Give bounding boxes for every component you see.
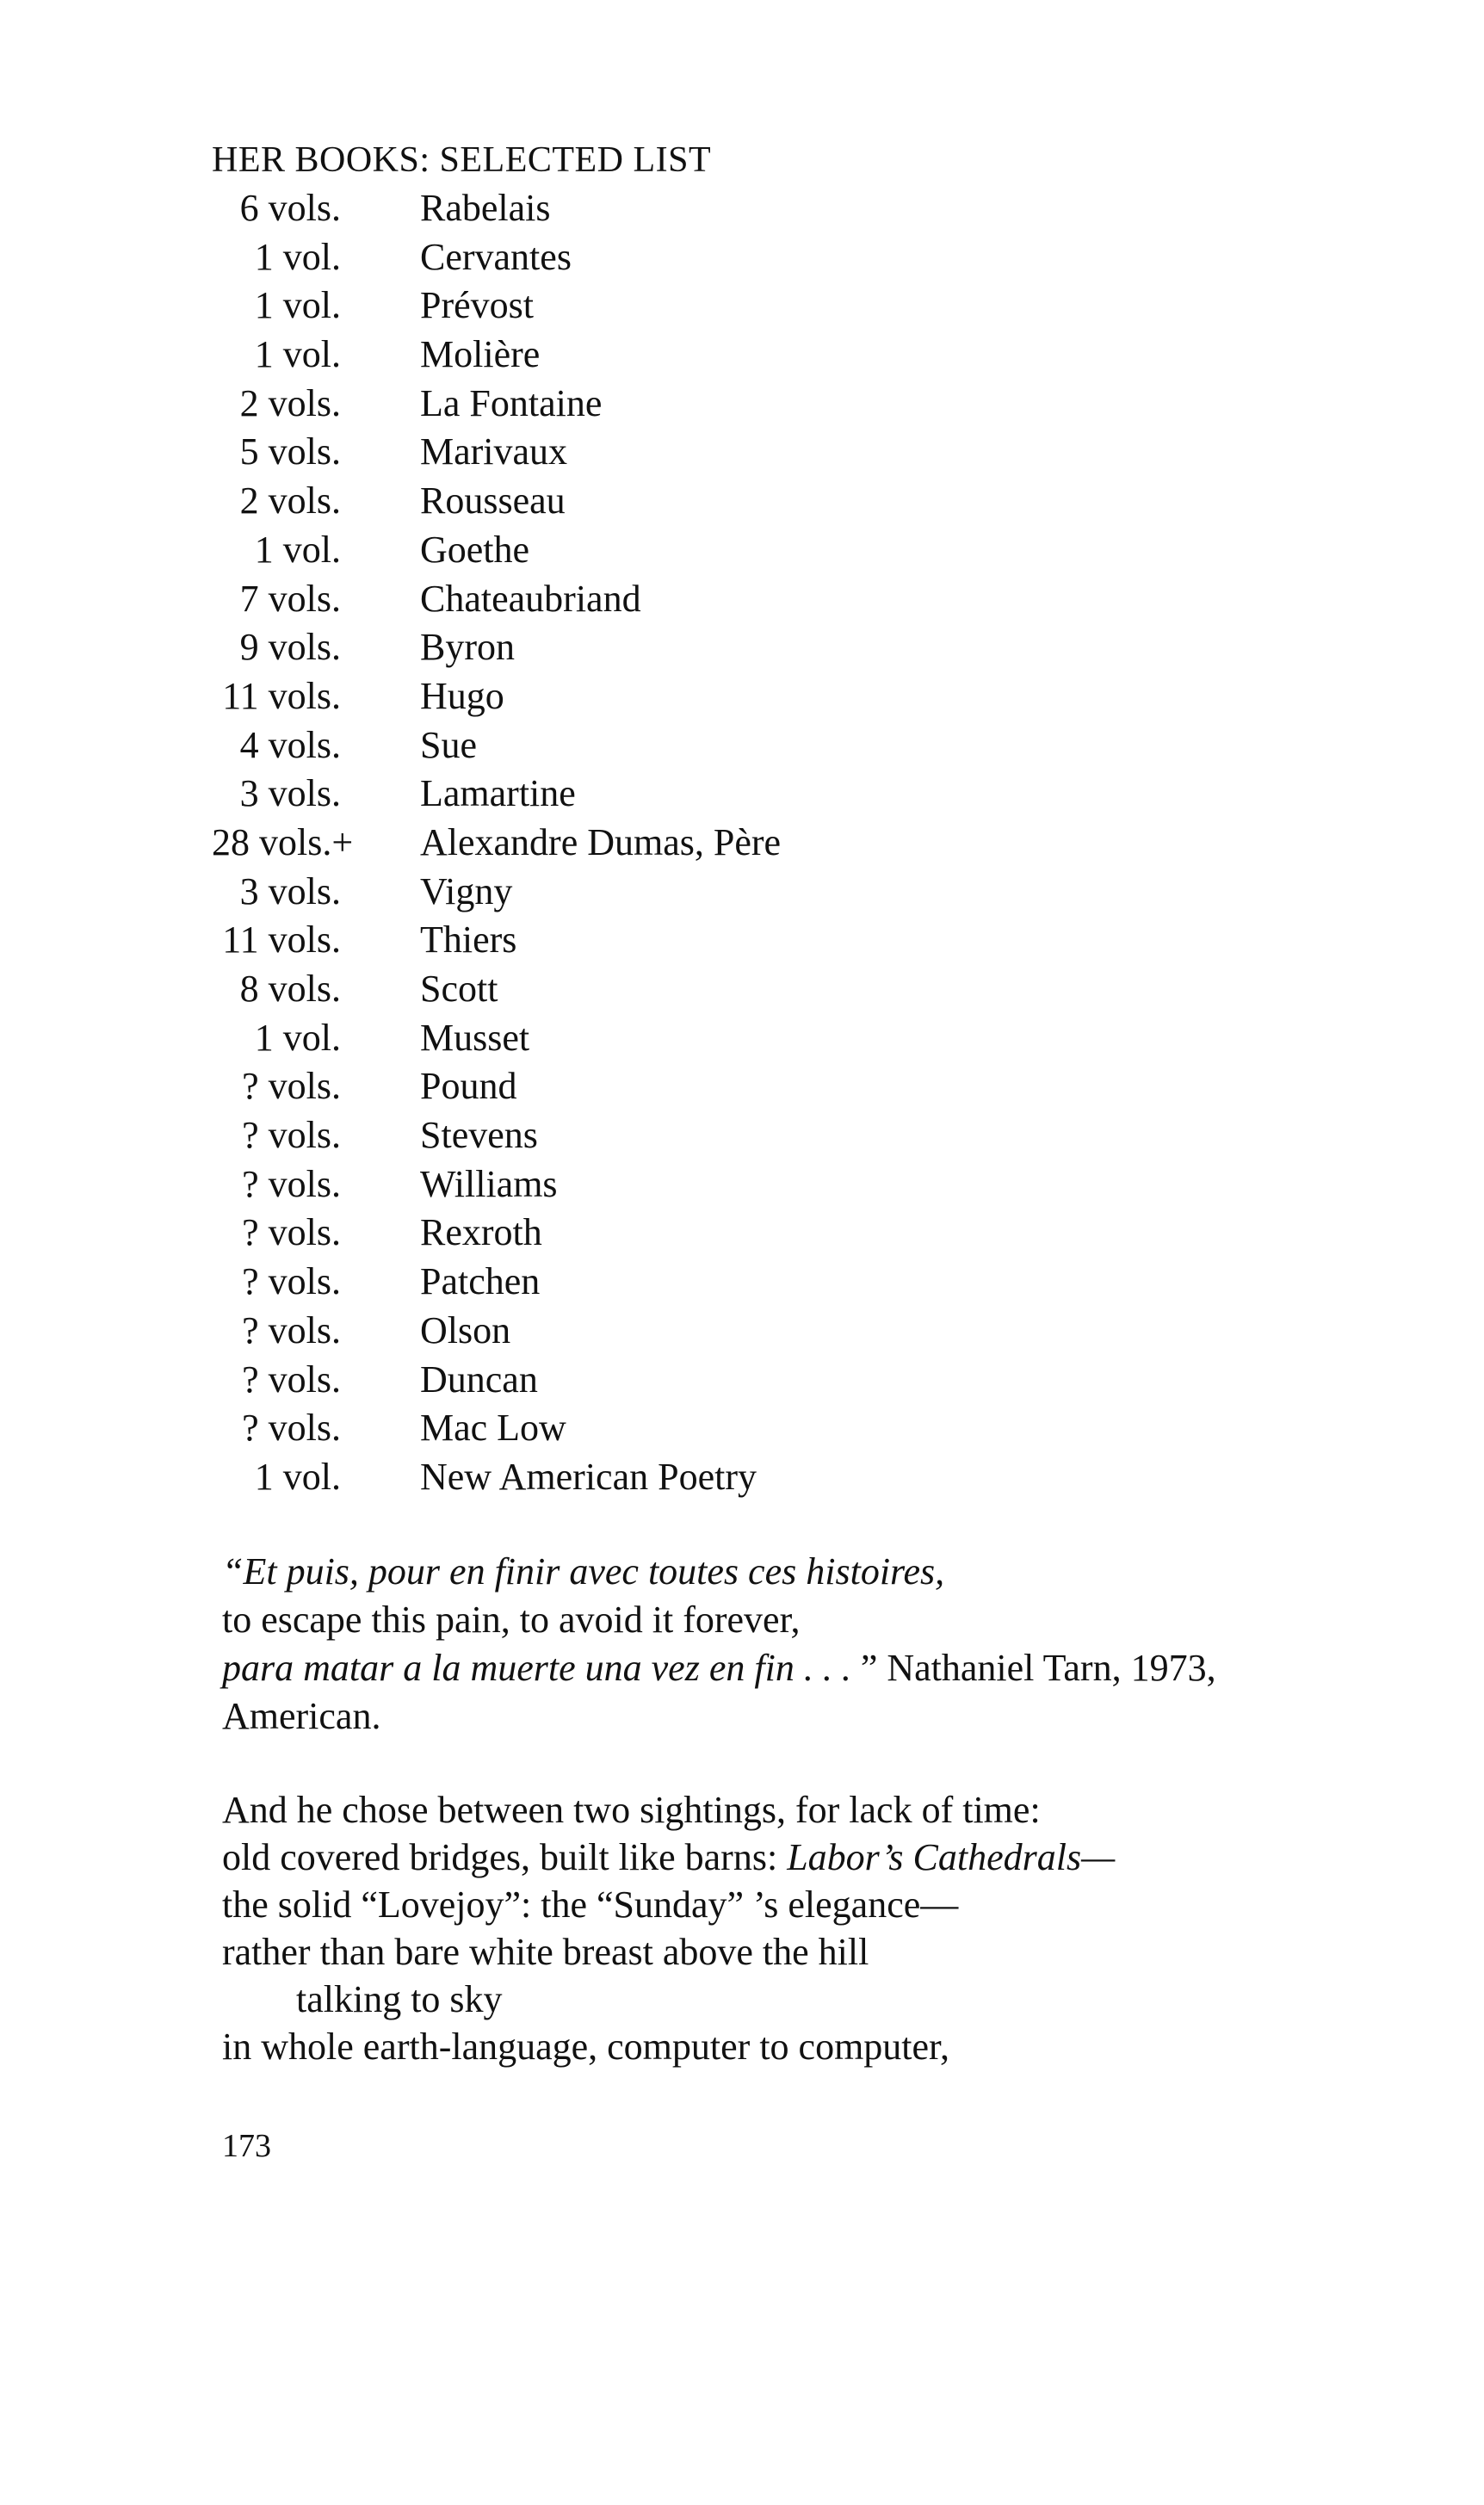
author-name: Stevens (420, 1114, 538, 1157)
author-name: Duncan (420, 1358, 538, 1401)
book-list-row (212, 380, 986, 429)
book-list-row (212, 1160, 986, 1209)
author-name: Williams (420, 1162, 558, 1205)
verse-line-3: the solid “Lovejoy”: the “Sunday” ’s elegance— (222, 1883, 959, 1926)
author-name: Alexandre Dumas, Père (420, 820, 782, 863)
author-name: Rousseau (420, 479, 566, 523)
book-list-row (212, 184, 986, 233)
page-number: 173 (222, 2128, 271, 2164)
quote-line (222, 1644, 1216, 1692)
book-list-row (212, 721, 986, 770)
quote-line-3-attribution: ” Nathaniel Tarn, 1973, (850, 1647, 1216, 1689)
author-name: Rabelais (420, 187, 551, 229)
author-name: Scott (420, 968, 498, 1010)
quote-line-1: “Et puis, pour en finir avec toutes ces histoires, (222, 1550, 945, 1593)
volume-count: 2 vols. (239, 381, 341, 424)
quote-line-4: American. (222, 1695, 381, 1737)
book-list-row (212, 1111, 986, 1160)
volume-count: ? vols. (242, 1407, 341, 1450)
author-name: Lamartine (420, 772, 576, 815)
book-list-row (212, 331, 986, 380)
quote-line-3-italic: para matar a la muerte una vez en fin . . . (222, 1647, 851, 1689)
author-name: Chateaubriand (420, 577, 641, 620)
volume-count: 1 vol. (254, 1016, 341, 1059)
book-list-row (212, 965, 986, 1014)
book-list-row (212, 1209, 986, 1258)
author-name: La Fontaine (420, 381, 603, 424)
volume-count: 1 vol. (254, 235, 341, 278)
author-name: Sue (420, 723, 477, 766)
author-name: Hugo (420, 674, 504, 717)
volume-count: 28 vols.+ (212, 820, 354, 863)
volume-count: 6 vols. (239, 187, 341, 229)
book-list-row (212, 1014, 986, 1063)
author-name: Goethe (420, 528, 530, 571)
volume-count: ? vols. (242, 1162, 341, 1205)
author-name: Marivaux (420, 430, 568, 473)
book-list-row (212, 868, 986, 917)
author-name: Musset (420, 1016, 530, 1059)
book-list-row (212, 1258, 986, 1307)
verse-line-2-roman: old covered bridges, built like barns: (222, 1836, 788, 1878)
verse-line-1: And he chose between two sightings, for lack of time: (222, 1789, 1041, 1831)
author-name: New American Poetry (420, 1455, 757, 1498)
author-name: Pound (420, 1065, 517, 1108)
author-name: Cervantes (420, 235, 572, 278)
book-list-row (212, 575, 986, 624)
book-list-row (212, 1062, 986, 1111)
volume-count: 4 vols. (239, 723, 341, 766)
book-list (212, 184, 986, 1502)
author-name: Prévost (420, 284, 534, 327)
volume-count: 1 vol. (254, 1455, 341, 1498)
book-list-row (212, 233, 986, 282)
volume-count: 1 vol. (254, 333, 341, 376)
volume-count: ? vols. (242, 1114, 341, 1157)
author-name: Mac Low (420, 1407, 566, 1450)
author-name: Thiers (420, 918, 517, 962)
volume-count: 5 vols. (239, 430, 341, 473)
author-name: Olson (420, 1308, 511, 1351)
verse-line-6: in whole earth-language, computer to computer, (222, 2026, 949, 2068)
quote-line-2: to escape this pain, to avoid it forever, (222, 1599, 801, 1641)
volume-count: 9 vols. (239, 626, 341, 669)
volume-count: 3 vols. (239, 772, 341, 815)
author-name: Vigny (420, 869, 513, 912)
volume-count: ? vols. (242, 1358, 341, 1401)
book-list-row (212, 428, 986, 477)
verse-line-2-italic: Labor’s Cathedrals— (787, 1836, 1116, 1878)
verse-line (222, 1834, 1115, 1881)
book-list-row (212, 1356, 986, 1405)
volume-count: 1 vol. (254, 528, 341, 571)
volume-count: ? vols. (242, 1211, 341, 1254)
volume-count: 1 vol. (254, 284, 341, 327)
volume-count: 8 vols. (239, 968, 341, 1010)
author-name: Byron (420, 626, 515, 669)
book-list-row (212, 1453, 986, 1502)
verse-line-4: rather than bare white breast above the hill (222, 1931, 869, 1973)
book-list-row (212, 526, 986, 575)
list-heading: HER BOOKS: SELECTED LIST (212, 140, 712, 180)
book-list-row (212, 1404, 986, 1453)
book-list-row (212, 623, 986, 672)
volume-count: 11 vols. (222, 918, 341, 962)
volume-count: 3 vols. (239, 869, 341, 912)
book-list-row (212, 770, 986, 819)
author-name: Rexroth (420, 1211, 542, 1254)
volume-count: 2 vols. (239, 479, 341, 523)
volume-count: ? vols. (242, 1065, 341, 1108)
book-list-row (212, 1307, 986, 1356)
volume-count: 7 vols. (239, 577, 341, 620)
book-list-row (212, 281, 986, 331)
verse-line-5: talking to sky (296, 1978, 503, 2020)
volume-count: ? vols. (242, 1308, 341, 1351)
quote-line (222, 1548, 1216, 1596)
volume-count: 11 vols. (222, 674, 341, 717)
book-list-row (212, 916, 986, 965)
book-list-row (212, 672, 986, 721)
author-name: Molière (420, 333, 541, 376)
author-name: Patchen (420, 1260, 541, 1303)
volume-count: ? vols. (242, 1260, 341, 1303)
quote-block (222, 1548, 1216, 1741)
verse-block (222, 1786, 1115, 2070)
book-list-row (212, 477, 986, 526)
book-list-row (212, 819, 986, 868)
